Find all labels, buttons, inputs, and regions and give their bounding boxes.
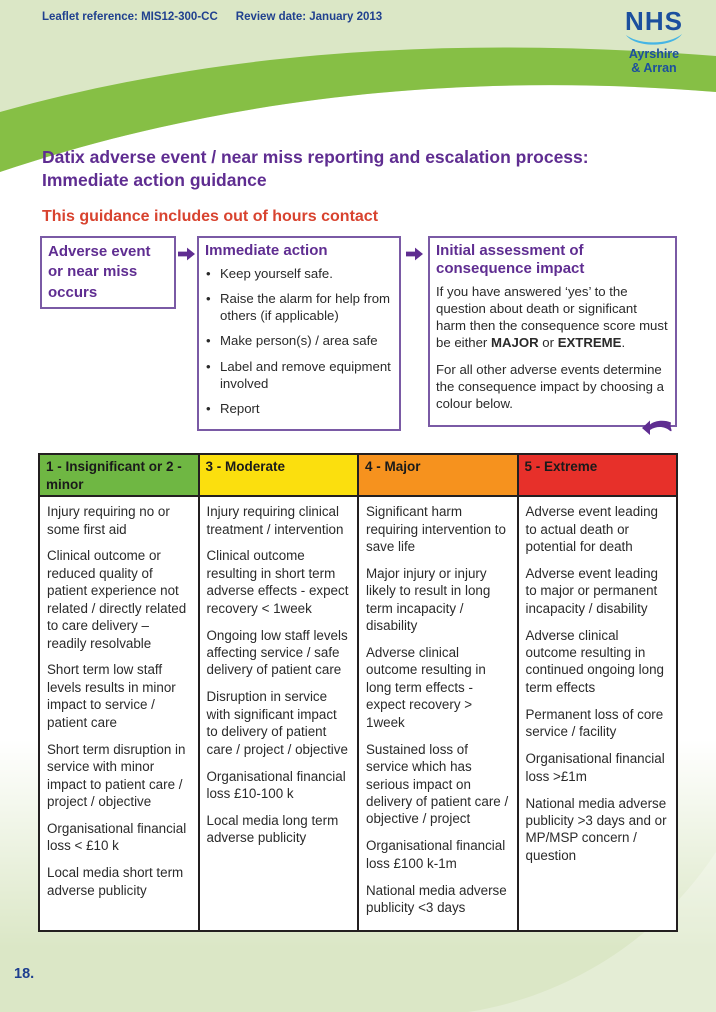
page-number: 18.: [14, 966, 35, 982]
immediate-action-bullet: • Raise the alarm for help from others (if applicable): [205, 290, 393, 324]
criteria-paragraph: National media adverse publicity >3 days and or MP/MSP concern / question: [525, 795, 667, 863]
review-date: Review date: January 2013: [235, 11, 383, 23]
page-title-line1: Datix adverse event / near miss reporting and escalation process:: [42, 147, 589, 167]
immediate-action-bullet: • Report: [205, 400, 393, 417]
immediate-action-box: [197, 236, 401, 431]
criteria-paragraph: Organisational financial loss >£1m: [525, 751, 665, 784]
major-emphasis: MAJOR: [491, 335, 539, 351]
criteria-paragraph: Adverse event leading to actual death or potential for death: [525, 504, 659, 554]
criteria-paragraph: Injury requiring clinical treatment / intervention: [206, 504, 344, 537]
criteria-paragraph: National media adverse publicity <3 days: [366, 882, 507, 916]
criteria-paragraph: Short term disruption in service with minor impact to patient care / project / objective: [47, 741, 186, 809]
page-title-line2: Immediate action guidance: [42, 169, 267, 190]
criteria-paragraph: Ongoing low staff levels affecting service / safe delivery of patient care: [206, 627, 348, 678]
criteria-paragraph: Local media long term adverse publicity: [206, 812, 339, 846]
criteria-paragraph: Permanent loss of core service / facility: [525, 706, 664, 740]
criteria-paragraph: Significant harm requiring intervention to save life: [366, 504, 506, 554]
criteria-paragraph: Clinical outcome resulting in short term adverse effects - expect recovery < 1week: [206, 548, 349, 616]
initial-assessment-box: [428, 236, 677, 427]
right-arrow-icon: [178, 247, 195, 261]
criteria-paragraph: Clinical outcome or reduced quality of patient experience not related / directly related to care delivery – readily resolvable: [47, 548, 187, 651]
right-arrow-icon: [406, 247, 423, 261]
consequence-table: [38, 453, 678, 932]
adverse-event-box: Adverse event or near miss occurs: [40, 236, 176, 309]
criteria-paragraph: Organisational financial loss £10-100 k: [206, 768, 346, 801]
document-meta: [42, 11, 400, 23]
criteria-paragraph: Injury requiring no or some first aid: [47, 504, 170, 537]
nhs-logo: [610, 8, 698, 76]
leaflet-reference: Leaflet reference: MIS12-300-CC: [42, 11, 218, 23]
criteria-paragraph: Local media short term adverse publicity: [47, 865, 184, 898]
immediate-action-title: Immediate action: [205, 242, 328, 259]
immediate-action-bullet: • Make person(s) / area safe: [205, 332, 393, 349]
table-body-cell: [518, 496, 678, 931]
curved-left-arrow-icon: [641, 419, 672, 437]
nhs-logo-text: NHS: [625, 6, 683, 36]
criteria-paragraph: Organisational financial loss < £10 k: [47, 820, 187, 854]
table-header-cell: 1 - Insignificant or 2 - minor: [39, 454, 199, 496]
initial-assessment-para1: If you have answered ‘yes’ to the question about death or significant harm then the consequence score must be either MAJOR or EXTREME.: [436, 284, 668, 351]
page-title: [42, 146, 672, 192]
extreme-emphasis: EXTREME: [557, 335, 622, 351]
initial-assessment-title: Initial assessment of consequence impact: [436, 242, 585, 277]
criteria-paragraph: Organisational financial loss £100 k-1m: [366, 838, 506, 871]
immediate-action-list: [205, 265, 393, 417]
criteria-paragraph: Major injury or injury likely to result in long term incapacity / disability: [366, 565, 491, 634]
table-header-cell: 4 - Major: [358, 454, 518, 496]
criteria-paragraph: Adverse clinical outcome resulting in long term effects - expect recovery > 1week: [366, 645, 486, 730]
nhs-org-line2: & Arran: [631, 61, 677, 76]
immediate-action-bullet: • Label and remove equipment involved: [205, 358, 393, 392]
table-body-cell: [199, 496, 359, 931]
initial-assessment-para2: For all other adverse events determine the consequence impact by choosing a colour below.: [436, 361, 664, 411]
criteria-paragraph: Disruption in service with significant impact to delivery of patient care / project / objective: [206, 689, 348, 757]
criteria-paragraph: Adverse clinical outcome resulting in continued ongoing long term effects: [525, 627, 664, 695]
page-subtitle: This guidance includes out of hours contact: [42, 208, 379, 225]
criteria-paragraph: Sustained loss of service which has serious impact on delivery of patient care / objective / project: [366, 741, 509, 827]
criteria-paragraph: Short term low staff levels results in minor impact to service / patient care: [47, 662, 176, 730]
table-header-cell: 5 - Extreme: [518, 454, 678, 496]
criteria-paragraph: Adverse event leading to major or permanent incapacity / disability: [525, 565, 659, 616]
nhs-org-line1: Ayrshire: [628, 47, 680, 61]
table-body-cell: [39, 496, 199, 931]
table-body-cell: [358, 496, 518, 931]
table-header-cell: 3 - Moderate: [199, 454, 359, 496]
immediate-action-bullet: • Keep yourself safe.: [205, 265, 393, 282]
